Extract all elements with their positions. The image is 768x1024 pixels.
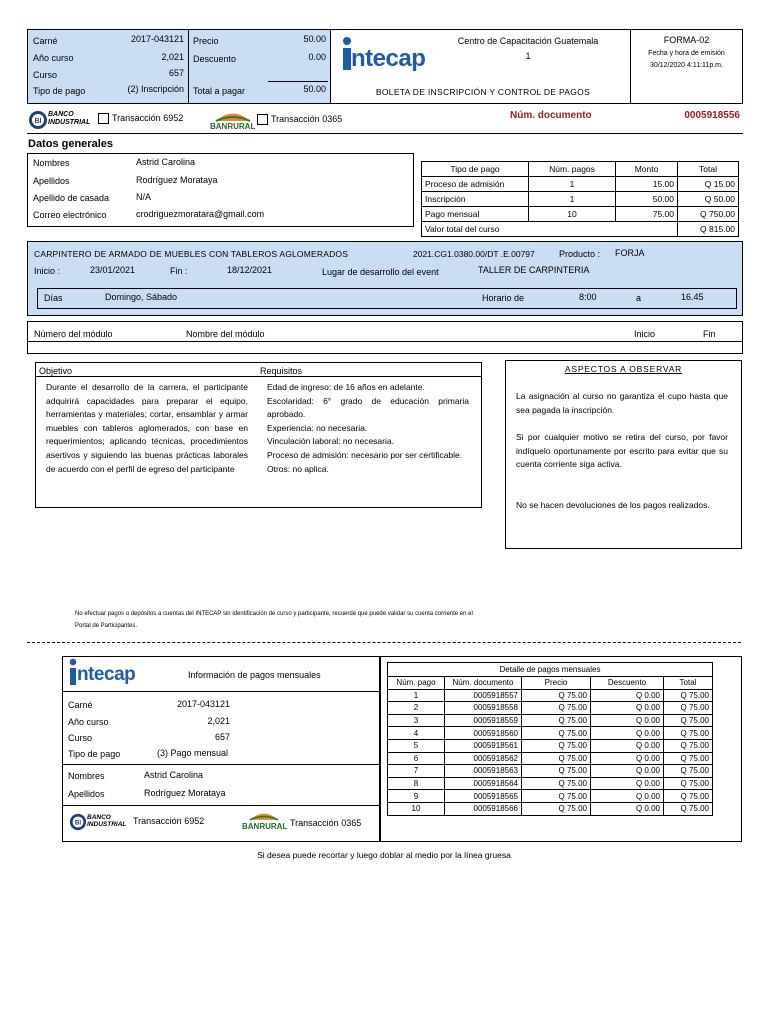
mt-cell: Q 75.00	[522, 802, 591, 815]
lugar-label: Lugar de desarrollo del event	[322, 267, 439, 277]
table-row	[388, 790, 713, 803]
coupon-title: Información de pagos mensuales	[188, 670, 321, 680]
module-fin-label: Fin	[703, 329, 716, 339]
banrural-transaction: Transacción 0365	[271, 114, 343, 124]
mt-cell: Q 0.00	[591, 739, 664, 752]
bi-name-2: INDUSTRIAL	[48, 119, 91, 126]
fin-label: Fin :	[170, 266, 188, 276]
coupon-divider-1	[63, 691, 379, 692]
pt-cell: Proceso de admisión	[422, 177, 529, 192]
module-inicio-label: Inicio	[634, 329, 656, 339]
nombres-value: Astrid Carolina	[136, 157, 196, 167]
horario-label: Horario de	[482, 293, 525, 303]
mt-cell: Q 75.00	[664, 689, 713, 702]
casada-value: N/A	[136, 192, 152, 202]
notice-line-1: No efectuar pagos o depósitos a cuentas del INTECAP sin identificación de curso y participante, recuerde que puede validar su cuenta corriente en el	[75, 611, 473, 617]
coupon-nombres-label: Nombres	[68, 771, 105, 781]
payments-table	[421, 161, 739, 237]
descuento-value: 0.00	[308, 52, 326, 62]
coupon-bi-transaction: Transacción 6952	[133, 816, 205, 826]
a-label: a	[636, 293, 642, 303]
pt-cell: Inscripción	[422, 192, 529, 207]
apellidos-value: Rodríguez Morataya	[136, 175, 218, 185]
banco-industrial-logo	[28, 110, 48, 132]
mt-cell: Q 75.00	[522, 727, 591, 740]
mt-cell: Q 0.00	[591, 714, 664, 727]
doc-number: 0005918556	[684, 110, 740, 121]
lugar-value: TALLER DE CARPINTERIA	[478, 265, 590, 275]
mt-cell: 0005918557	[445, 689, 522, 702]
hora-fin: 16.45	[681, 292, 704, 302]
monthly-table-body	[388, 689, 713, 815]
pt-cell: Q 750.00	[678, 207, 739, 222]
banrural-checkbox[interactable]	[257, 114, 268, 125]
apellidos-label: Apellidos	[33, 176, 70, 186]
mt-cell: Q 75.00	[522, 790, 591, 803]
coupon-bi-icon	[69, 813, 87, 831]
mt-cell: Q 75.00	[522, 777, 591, 790]
objetivo-header-line	[36, 376, 481, 377]
intecap-logo-text: ntecap	[351, 45, 426, 72]
table-row	[422, 177, 739, 192]
mt-header: Descuento	[591, 677, 664, 690]
mt-cell: Q 75.00	[664, 739, 713, 752]
mt-cell: 5	[388, 739, 445, 752]
mt-cell: 0005918558	[445, 702, 522, 715]
pt-total-value: Q 815.00	[678, 222, 739, 237]
requisitos-list	[267, 381, 469, 476]
mt-cell: Q 0.00	[591, 727, 664, 740]
curso-value: 657	[168, 68, 184, 78]
requisito-item: Experiencia: no necesaria.	[267, 422, 368, 433]
mt-cell: Q 75.00	[522, 702, 591, 715]
pt-header: Tipo de pago	[422, 162, 529, 177]
coupon-carne: 2017-043121	[176, 699, 230, 709]
coupon-anio-label: Año curso	[68, 717, 109, 727]
precio-value: 50.00	[303, 34, 326, 44]
tipo-label: Tipo de pago	[33, 86, 86, 96]
mt-cell: 7	[388, 765, 445, 778]
requisito-item: Proceso de admisión: necesario por ser certificable.	[267, 449, 463, 460]
coupon-curso-label: Curso	[68, 733, 93, 743]
mt-cell: Q 75.00	[664, 752, 713, 765]
pt-header: Total	[678, 162, 739, 177]
coupon-apellidos: Rodríguez Morataya	[144, 788, 226, 798]
mt-cell: Q 0.00	[591, 765, 664, 778]
boleta-title: BOLETA DE INSCRIPCIÓN Y CONTROL DE PAGOS	[375, 87, 591, 97]
mt-cell: Q 75.00	[664, 802, 713, 815]
pt-cell: 10	[529, 207, 616, 222]
total-value: 50.00	[303, 84, 326, 94]
requisito-item: Edad de ingreso: de 16 años en adelante.	[267, 382, 425, 392]
bi-checkbox[interactable]	[98, 113, 109, 124]
mt-header: Núm. documento	[445, 677, 522, 690]
mt-cell: Q 0.00	[591, 790, 664, 803]
correo-value: crodriguezmoratara@gmail.com	[136, 209, 265, 219]
pt-cell: 75.00	[616, 207, 678, 222]
table-row	[388, 689, 713, 702]
banco-industrial-icon	[28, 110, 48, 130]
mt-cell: 0005918562	[445, 752, 522, 765]
pt-cell: Pago mensual	[422, 207, 529, 222]
footer-note: Si desea puede recortar y luego doblar al medio por la línea gruesa	[257, 850, 511, 860]
coupon-tipo-label: Tipo de pago	[68, 749, 121, 759]
centro-number: 1	[525, 51, 531, 61]
mt-cell: 0005918566	[445, 802, 522, 815]
banrural-name: BANRURAL	[210, 122, 256, 131]
doc-number-label: Núm. documento	[510, 110, 592, 121]
mt-cell: 0005918559	[445, 714, 522, 727]
detail-title: Detalle de pagos mensuales	[388, 663, 713, 677]
mt-cell: Q 75.00	[522, 689, 591, 702]
table-row	[388, 739, 713, 752]
pt-cell: Q 50.00	[678, 192, 739, 207]
requisito-item: Vinculación laboral: no necesaria.	[267, 436, 394, 447]
pt-header: Monto	[616, 162, 678, 177]
pt-cell: 1	[529, 177, 616, 192]
fecha-value: 30/12/2020 4:11:11p.m.	[650, 62, 723, 69]
mt-cell: 0005918563	[445, 765, 522, 778]
table-row	[422, 207, 739, 222]
total-divider	[268, 81, 328, 82]
total-label: Total a pagar	[193, 86, 246, 96]
table-row	[422, 222, 739, 237]
mt-cell: Q 75.00	[522, 752, 591, 765]
mt-header: Precio	[522, 677, 591, 690]
mt-cell: Q 0.00	[591, 777, 664, 790]
coupon-carne-label: Carné	[68, 700, 93, 710]
coupon-banrural-transaction: Transacción 0365	[290, 818, 362, 828]
fin-value: 18/12/2021	[227, 265, 273, 275]
mt-cell: 8	[388, 777, 445, 790]
coupon-bi-logo	[69, 813, 87, 833]
nombres-label: Nombres	[33, 158, 70, 168]
anio-label: Año curso	[33, 53, 74, 63]
mt-cell: Q 0.00	[591, 752, 664, 765]
notice-line-2: Portal de Participantes.	[75, 623, 138, 629]
course-name: CARPINTERO DE ARMADO DE MUEBLES CON TABLEROS AGLOMERADOS	[34, 249, 349, 259]
table-row	[388, 714, 713, 727]
mt-cell: 0005918564	[445, 777, 522, 790]
mt-cell: Q 75.00	[522, 739, 591, 752]
coupon-bi-name-1: BANCO	[87, 814, 111, 821]
module-name-label: Nombre del módulo	[186, 329, 265, 339]
pt-cell: 15.00	[616, 177, 678, 192]
table-row	[388, 752, 713, 765]
pt-total-label: Valor total del curso	[422, 222, 678, 237]
monthly-table	[387, 662, 713, 816]
aspectos-p3: No se hacen devoluciones de los pagos realizados.	[516, 500, 710, 510]
producto-value: FORJA	[615, 248, 645, 258]
coupon-banrural-name: BANRURAL	[242, 822, 288, 831]
dias-value: Domingo, Sábado	[105, 292, 178, 302]
modules-divider	[27, 341, 743, 342]
curso-label: Curso	[33, 70, 58, 80]
mt-cell: 6	[388, 752, 445, 765]
carne-label: Carné	[33, 36, 58, 46]
mt-cell: Q 75.00	[664, 702, 713, 715]
producto-label: Producto :	[559, 249, 601, 259]
mt-cell: 1	[388, 689, 445, 702]
coupon-apellidos-label: Apellidos	[68, 789, 105, 799]
mt-cell: 3	[388, 714, 445, 727]
dias-label: Días	[44, 293, 63, 303]
mt-cell: 0005918561	[445, 739, 522, 752]
centro-name: Centro de Capacitación Guatemala	[457, 36, 599, 46]
mt-cell: 4	[388, 727, 445, 740]
forma-code: FORMA-02	[663, 35, 710, 45]
aspectos-p2: Si por cualquier motivo se retira del curso, por favor indíquelo oportunamente por escrito para evitar que su cuenta corriente siga activa.	[516, 432, 728, 470]
table-row	[388, 702, 713, 715]
mt-cell: Q 75.00	[522, 714, 591, 727]
aspectos-title: ASPECTOS A OBSERVAR	[564, 364, 683, 374]
coupon-divider-3	[63, 805, 379, 806]
coupon-bi-name-2: INDUSTRIAL	[87, 821, 127, 828]
svg-text:BI: BI	[34, 118, 42, 125]
pt-cell: Q 15.00	[678, 177, 739, 192]
table-row	[388, 777, 713, 790]
descuento-label: Descuento	[193, 54, 237, 64]
casada-label: Apellido de casada	[33, 193, 110, 203]
module-num-label: Número del módulo	[34, 329, 113, 339]
pt-cell: 1	[529, 192, 616, 207]
table-row	[388, 727, 713, 740]
inicio-label: Inicio :	[34, 266, 61, 276]
mt-cell: Q 0.00	[591, 802, 664, 815]
coupon-curso: 657	[214, 732, 230, 742]
coupon-logo-text: ntecap	[77, 664, 136, 685]
general-title: Datos generales	[28, 138, 113, 150]
aspectos-p1: La asignación al curso no garantiza el cupo hasta que sea pagada la inscripción.	[516, 391, 728, 415]
mt-cell: Q 75.00	[522, 765, 591, 778]
mt-cell: Q 0.00	[591, 702, 664, 715]
table-row	[388, 802, 713, 815]
mt-cell: Q 75.00	[664, 790, 713, 803]
bi-transaction: Transacción 6952	[112, 113, 184, 123]
mt-cell: Q 75.00	[664, 727, 713, 740]
requisito-item: Escolaridad: 6° grado de educación primaria aprobado.	[267, 395, 469, 420]
mt-header: Total	[664, 677, 713, 690]
requisitos-label: Requisitos	[260, 366, 303, 376]
pt-header: Núm. pagos	[529, 162, 616, 177]
coupon-anio: 2,021	[207, 716, 230, 726]
mt-cell: Q 0.00	[591, 689, 664, 702]
cut-line	[27, 642, 741, 643]
section-divider	[27, 133, 743, 134]
mt-cell: 2	[388, 702, 445, 715]
objetivo-text: Durante el desarrollo de la carrera, el participante adquirirá capacidades para preparar el equipo, herramientas y materiales; cortar, ensamblar y armar muebles con tableros aglomerados, con base en requerimientos; aplicando técnicas, procedimientos asertivos y siguiendo las buenas prácticas laborales de acuerdo con el perfil de egreso del participante	[46, 382, 248, 474]
anio-value: 2,021	[161, 52, 184, 62]
mt-cell: Q 75.00	[664, 765, 713, 778]
mt-cell: 0005918560	[445, 727, 522, 740]
precio-label: Precio	[193, 36, 219, 46]
inicio-value: 23/01/2021	[90, 265, 136, 275]
mt-cell: Q 75.00	[664, 777, 713, 790]
svg-text:BI: BI	[74, 819, 82, 827]
correo-label: Correo electrónico	[33, 210, 107, 220]
table-row	[388, 765, 713, 778]
fecha-label: Fecha y hora de emisión	[648, 50, 725, 57]
coupon-nombres: Astrid Carolina	[144, 770, 204, 780]
mt-cell: 10	[388, 802, 445, 815]
pt-cell: 50.00	[616, 192, 678, 207]
bi-name-1: BANCO	[48, 111, 74, 118]
tipo-value: (2) Inscripción	[127, 84, 184, 94]
requisito-item: Otros: no aplica.	[267, 463, 329, 474]
table-row	[422, 192, 739, 207]
mt-cell: 0005918565	[445, 790, 522, 803]
course-code: 2021.CG1.0380.00/DT .E.00797	[413, 249, 535, 259]
mt-header: Núm. pago	[388, 677, 445, 690]
coupon-tipo: (3) Pago mensual	[157, 748, 229, 758]
hora-inicio: 8:00	[579, 292, 597, 302]
mt-cell: Q 75.00	[664, 714, 713, 727]
objetivo-label: Objetivo	[39, 366, 73, 376]
coupon-divider-2	[63, 764, 379, 765]
mt-cell: 9	[388, 790, 445, 803]
carne-value: 2017-043121	[130, 34, 184, 44]
